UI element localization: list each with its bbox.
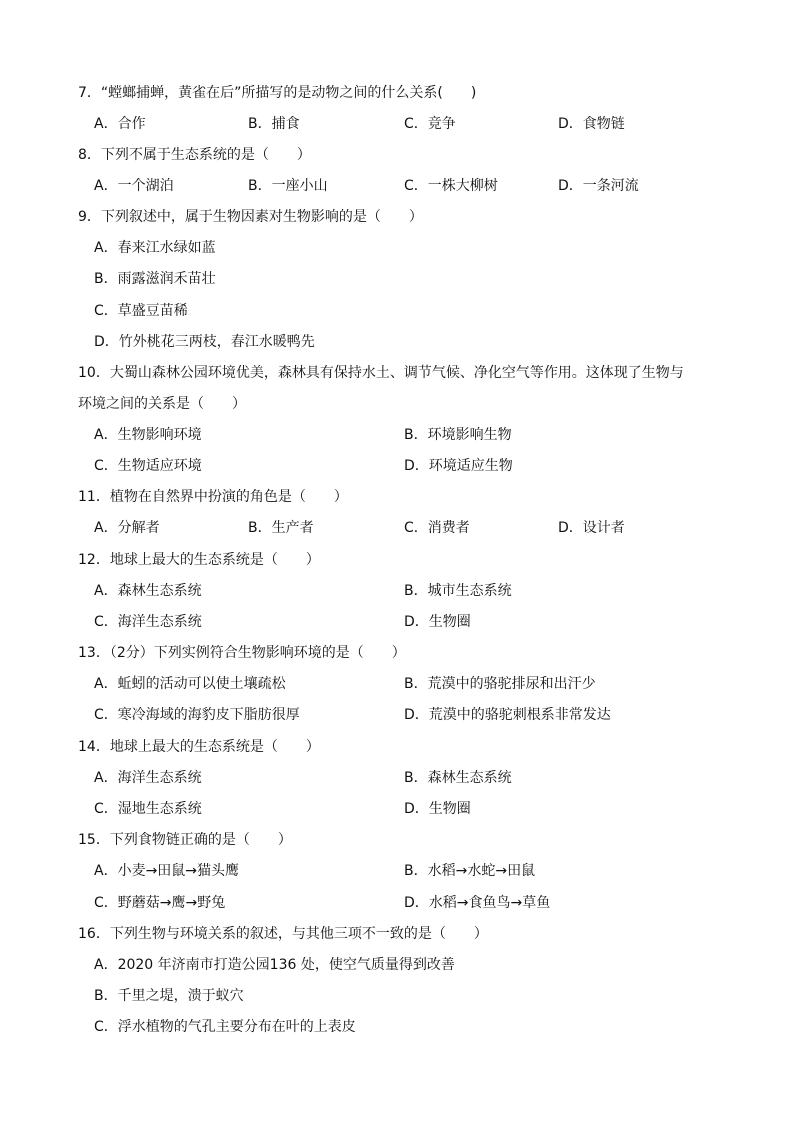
question-15-option-d: D．水稻→食鱼鸟→草鱼 <box>404 895 551 911</box>
question-12-option-b: B．城市生态系统 <box>404 583 512 599</box>
question-8-option-b: B．一座小山 <box>248 178 328 194</box>
question-15-option-b: B．水稻→水蛇→田鼠 <box>404 863 536 879</box>
question-16-option-c: C．浮水植物的气孔主要分布在叶的上表皮 <box>94 1019 356 1035</box>
question-14-option-b: B．森林生态系统 <box>404 770 512 786</box>
question-13-option-a: A．蚯蚓的活动可以使土壤疏松 <box>94 676 286 692</box>
question-15-option-c: C．野蘑菇→鹰→野兔 <box>94 895 226 911</box>
question-10-stem: 10．大蜀山森林公园环境优美，森林具有保持水土、调节气候、净化空气等作用。这体现了生物与 <box>78 365 684 381</box>
question-10-option-c: C．生物适应环境 <box>94 458 202 474</box>
question-15-option-a: A．小麦→田鼠→猫头鹰 <box>94 863 240 879</box>
question-11-stem: 11．植物在自然界中扮演的角色是（ ） <box>78 489 348 505</box>
question-7-stem: 7．“螳螂捕蝉，黄雀在后”所描写的是动物之间的什么关系( ) <box>78 85 477 101</box>
question-12-stem: 12．地球上最大的生态系统是（ ） <box>78 552 320 568</box>
question-8-option-a: A．一个湖泊 <box>94 178 174 194</box>
question-9-option-b: B．雨露滋润禾苗壮 <box>94 271 216 287</box>
question-10-option-b: B．环境影响生物 <box>404 427 512 443</box>
question-10-stem-continued: 环境之间的关系是（ ） <box>78 396 246 412</box>
question-16-option-b: B．千里之堤，溃于蚁穴 <box>94 988 244 1004</box>
question-11-option-a: A．分解者 <box>94 520 160 536</box>
question-9-option-d: D．竹外桃花三两枝，春江水暖鸭先 <box>94 334 315 350</box>
question-14-option-c: C．湿地生态系统 <box>94 801 202 817</box>
question-16-option-a: A．2020 年济南市打造公园136 处，使空气质量得到改善 <box>94 957 455 973</box>
question-12-option-c: C．海洋生态系统 <box>94 614 202 630</box>
question-16-stem: 16．下列生物与环境关系的叙述，与其他三项不一致的是（ ） <box>78 926 488 942</box>
question-7-option-b: B．捕食 <box>248 116 300 132</box>
question-7-option-c: C．竞争 <box>404 116 456 132</box>
question-11-option-b: B．生产者 <box>248 520 314 536</box>
question-7-option-a: A．合作 <box>94 116 146 132</box>
question-12-option-a: A．森林生态系统 <box>94 583 202 599</box>
question-8-option-d: D．一条河流 <box>558 178 639 194</box>
question-13-option-c: C．寒冷海域的海豹皮下脂肪很厚 <box>94 707 300 723</box>
question-14-stem: 14．地球上最大的生态系统是（ ） <box>78 739 320 755</box>
question-9-option-c: C．草盛豆苗稀 <box>94 303 188 319</box>
question-9-stem: 9．下列叙述中，属于生物因素对生物影响的是（ ） <box>78 209 423 225</box>
question-13-option-b: B．荒漠中的骆驼排尿和出汗少 <box>404 676 596 692</box>
question-8-stem: 8．下列不属于生态系统的是（ ） <box>78 147 311 163</box>
question-11-option-c: C．消费者 <box>404 520 470 536</box>
question-13-stem: 13．（2分）下列实例符合生物影响环境的是（ ） <box>78 645 406 661</box>
question-14-option-a: A．海洋生态系统 <box>94 770 202 786</box>
question-12-option-d: D．生物圈 <box>404 614 471 630</box>
question-7-option-d: D．食物链 <box>558 116 625 132</box>
question-13-option-d: D．荒漠中的骆驼刺根系非常发达 <box>404 707 611 723</box>
question-8-option-c: C．一株大柳树 <box>404 178 498 194</box>
question-11-option-d: D．设计者 <box>558 520 625 536</box>
question-10-option-d: D．环境适应生物 <box>404 458 513 474</box>
question-15-stem: 15．下列食物链正确的是（ ） <box>78 832 292 848</box>
question-9-option-a: A．春来江水绿如蓝 <box>94 240 216 256</box>
question-14-option-d: D．生物圈 <box>404 801 471 817</box>
question-10-option-a: A．生物影响环境 <box>94 427 202 443</box>
